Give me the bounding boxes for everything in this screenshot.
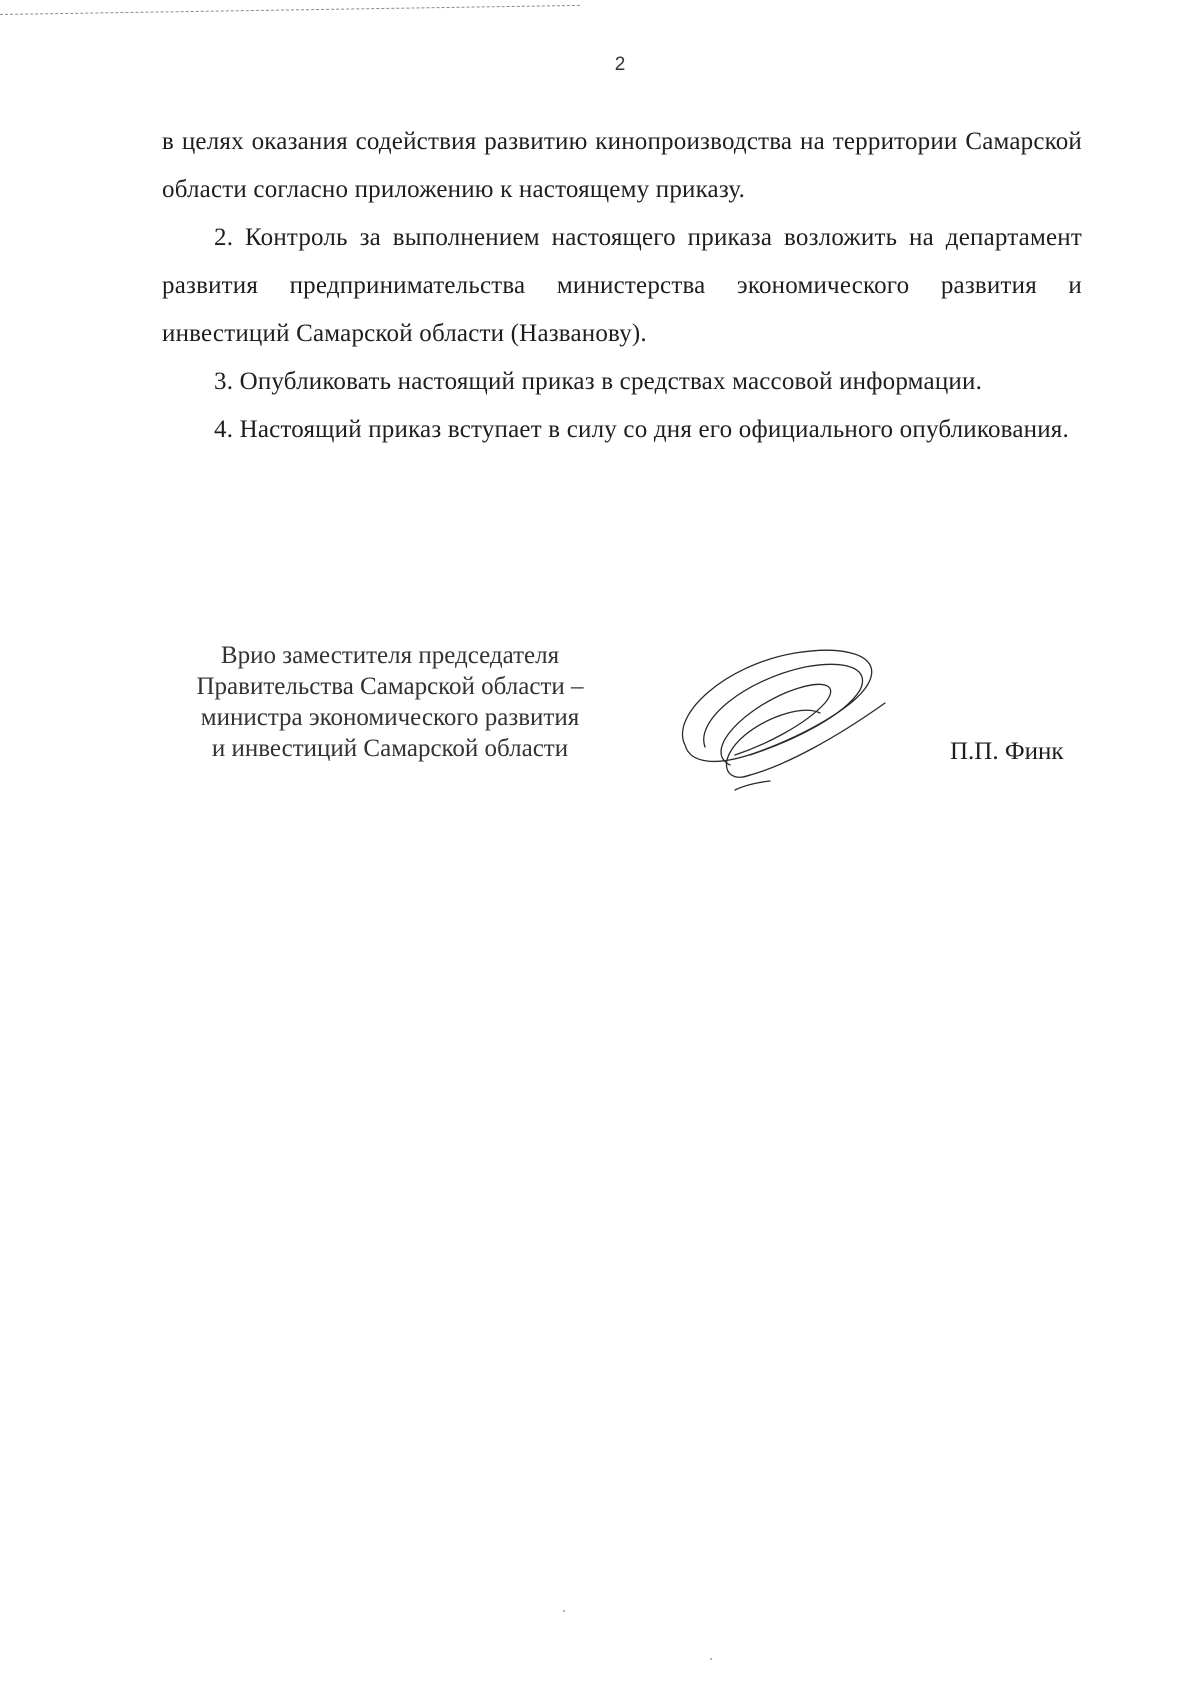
signer-name: П.П. Финк — [950, 738, 1064, 765]
signatory-position — [150, 640, 630, 764]
paragraph-continuation: в целях оказания содействия развитию кинопроизводства на территории Самарской области согласно приложению к настоящему приказу. — [162, 128, 1082, 203]
scan-speck — [710, 1658, 712, 1660]
document-body — [162, 118, 1082, 454]
position-line: министра экономического развития — [200, 704, 580, 731]
position-line: Врио заместителя председателя — [220, 642, 560, 669]
handwritten-signature — [665, 635, 925, 795]
scan-edge-dashed-line — [0, 5, 580, 15]
position-line: и инвестиций Самарской области — [211, 735, 569, 762]
paragraph-item-3: 3. Опубликовать настоящий приказ в средствах массовой информации. — [214, 368, 983, 395]
paragraph-item-4: 4. Настоящий приказ вступает в силу со дня его официального опубликования. — [214, 416, 1069, 443]
paragraph-item-2: 2. Контроль за выполнением настоящего приказа возложить на департамент развития предпринимательства министерства экономического развития и инвестиций Самарской области (Названову). — [162, 224, 1082, 347]
scan-speck — [563, 1610, 565, 1612]
position-line: Правительства Самарской области – — [196, 673, 584, 700]
page-number: 2 — [614, 54, 626, 75]
